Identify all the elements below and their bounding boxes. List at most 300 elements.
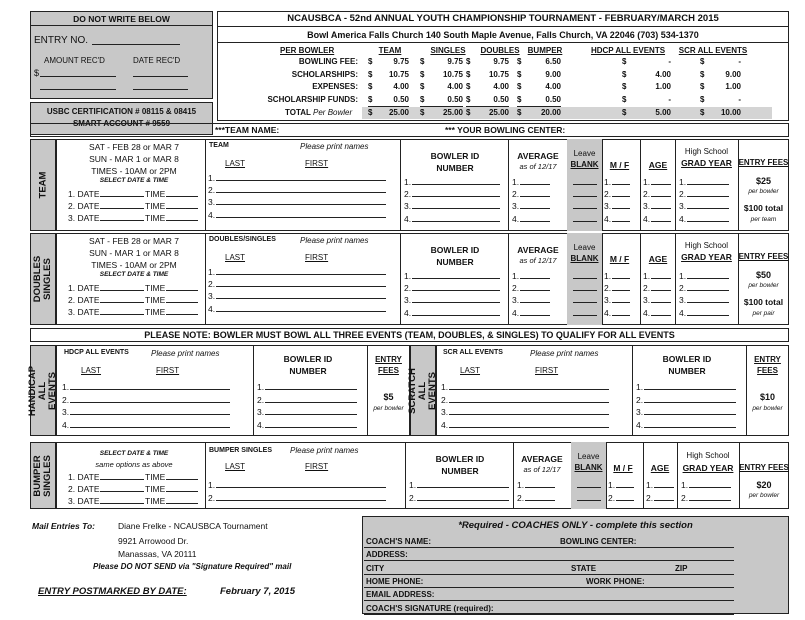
amount-field-2[interactable] [40,81,116,90]
date-field[interactable] [100,212,144,221]
bowler-name-field[interactable] [449,419,609,428]
blank-header: BLANK [570,160,599,169]
age-header: AGE [650,463,670,473]
gender-field[interactable] [612,188,630,197]
gender-field[interactable] [612,176,630,185]
entry-fee-sub: per bowler [748,282,779,289]
entry-fee-total: $100 total [743,203,784,213]
fee-currency-sign: $ [466,69,471,79]
bowler-id-field[interactable] [412,213,500,222]
age-field[interactable] [651,270,671,279]
entry-fee-amount: $5 [383,392,394,402]
section-label: TEAM [209,142,229,149]
total-sublabel: Per Bowler [313,108,353,117]
first-name-header: FIRST [305,159,329,168]
average-field[interactable] [520,282,550,291]
bowler-id-field[interactable] [265,406,357,415]
row-number: 3. [679,201,687,212]
average-header: AVERAGE [521,454,563,464]
leave-blank-field[interactable] [573,294,597,303]
fee-currency-sign: $ [368,82,373,91]
header-box [217,11,789,121]
row-number: 2. [643,283,651,294]
section-label: HDCP ALL EVENTS [64,349,129,356]
date-field[interactable] [100,306,144,315]
gender-field[interactable] [612,294,630,303]
fee-value: 10.75 [488,69,509,79]
bowler-name-field[interactable] [216,196,386,205]
fee-value: 0.50 [447,94,463,104]
venue-address: Bowl America Falls Church 140 South Maple Avenue, Falls Church, VA 22046 (703) 534-1370 [307,30,699,40]
fee-currency-sign: $ [700,57,705,66]
row-number: 4. [441,419,449,430]
average-header: AVERAGE [517,151,559,161]
bowler-id-field[interactable] [265,394,357,403]
row-number: 1. [604,271,612,281]
time-field[interactable] [166,200,198,209]
last-name-header: LAST [81,366,102,375]
row-number: 2. [441,394,449,405]
handicap-side-label: HANDICAP ALL EVENTS [30,345,56,436]
time-field[interactable] [166,282,198,291]
postmark-label: ENTRY POSTMARKED BY DATE: [38,586,187,597]
fee-col-header: SCR ALL EVENTS [678,46,748,55]
row-number: 2. [62,394,70,405]
row-number: 4. [636,419,644,430]
bowler-id-header: BOWLER ID [662,354,712,364]
fee-currency-sign: $ [517,82,522,91]
amount-field[interactable] [40,68,116,77]
print-names-note: Please print names [300,236,369,245]
mail-label: Mail Entries To: [32,521,95,531]
row-number: 2. [636,394,644,405]
age-field[interactable] [654,492,674,501]
fee-total-value: 25.00 [388,108,409,117]
total-currency-sign: $ [517,108,522,117]
row-number: 3. [441,407,449,417]
fee-currency-sign: $ [466,94,471,104]
average-field[interactable] [520,307,550,316]
fee-value: - [668,57,671,66]
team-side-label: TEAM [30,139,56,231]
fee-currency-sign: $ [700,69,705,79]
age-header: AGE [648,254,668,264]
date-row-label: 1. DATE [68,189,100,199]
fee-total-value: 25.00 [442,108,463,117]
leave-blank-field[interactable] [573,176,597,185]
date-recd-field-2[interactable] [133,81,188,90]
entry-fees-header: ENTRY FEES [738,252,789,261]
row-number: 4. [643,307,651,318]
row-number: 1. [404,271,412,281]
entry-fees-header: ENTRY FEES [739,463,789,472]
bowler-name-field[interactable] [216,266,386,275]
date-row-label: 2. DATE [68,295,100,305]
fee-col-header: DOUBLES [480,46,520,55]
section-label: BUMPER SINGLES [209,447,273,454]
date-recd-field[interactable] [133,68,188,77]
state-label: STATE [571,563,597,573]
date-option: TIMES - 10AM or 2PM [91,260,177,270]
currency-sign: $ [34,68,40,78]
row-number: 1. [646,480,654,490]
date-field[interactable] [100,188,144,197]
leave-blank-field[interactable] [573,188,597,197]
time-field[interactable] [166,495,198,504]
fee-value: - [738,57,741,66]
fee-currency-sign: $ [622,94,627,104]
zip-label: ZIP [675,563,688,573]
row-number: 1. [679,271,687,281]
entry-fee-total-sub: per pair [752,310,775,317]
leave-header: Leave [573,149,596,158]
time-field[interactable] [166,212,198,221]
date-field[interactable] [100,471,144,480]
average-field[interactable] [520,294,550,303]
coach-title: *Required - COACHES ONLY - complete this section [458,520,693,531]
select-date-time: SELECT DATE & TIME [99,271,169,278]
bowler-id-field[interactable] [412,188,500,197]
total-label: TOTAL [285,108,311,117]
fee-col-header: HDCP ALL EVENTS [590,46,666,55]
date-option: TIMES - 10AM or 2PM [91,166,177,176]
bowler-name-field[interactable] [216,172,386,181]
row-number: 1. [409,480,417,490]
age-header: AGE [648,160,668,170]
row-number: 3. [257,407,265,417]
age-field[interactable] [651,294,671,303]
fee-row-label: EXPENSES: [312,82,358,91]
row-number: 2. [208,279,216,290]
same-options-note: same options as above [95,460,173,469]
grad-year-field[interactable] [689,492,731,501]
average-field[interactable] [520,200,550,209]
leave-blank-field[interactable] [573,213,597,222]
bowler-name-field[interactable] [216,184,386,193]
hs-header: High School [684,147,729,156]
time-label: TIME [145,295,166,305]
bowler-id-number: NUMBER [436,163,474,173]
row-number: 2. [643,189,651,200]
leave-blank-field[interactable] [573,270,597,279]
date-field[interactable] [100,282,144,291]
row-number: 2. [404,189,412,200]
coach-field[interactable] [364,590,734,601]
bowler-id-field[interactable] [644,419,736,428]
grad-year-field[interactable] [689,479,731,488]
age-field[interactable] [654,479,674,488]
time-label: TIME [145,189,166,199]
row-number: 3. [679,295,687,306]
date-field[interactable] [100,483,144,492]
bowler-id-field[interactable] [412,270,500,279]
fee-value: 9.75 [393,57,409,66]
date-field[interactable] [100,294,144,303]
gender-field[interactable] [612,213,630,222]
first-name-header: FIRST [305,253,329,262]
average-field[interactable] [525,492,555,501]
leave-blank-field[interactable] [573,307,597,316]
grad-year-field[interactable] [687,188,729,197]
entry-fee-sub: per bowler [748,188,779,195]
fee-value: 9.75 [447,57,463,66]
row-number: 4. [643,213,651,224]
cert-text: USBC CERTIFICATION # 08115 & 08415 [46,107,197,116]
bowler-name-field[interactable] [449,394,609,403]
bowler-id-number: NUMBER [289,366,327,376]
grad-year-field[interactable] [687,200,729,209]
row-number: 1. [604,177,612,187]
time-field[interactable] [166,188,198,197]
gender-field[interactable] [616,479,634,488]
average-field[interactable] [520,188,550,197]
bowler-name-field[interactable] [449,381,609,390]
blank-header: BLANK [574,463,603,472]
row-number: 3. [636,407,644,417]
average-field[interactable] [520,176,550,185]
total-currency-sign: $ [368,108,373,117]
fee-value: 4.00 [655,69,671,79]
bowler-id-field[interactable] [644,394,736,403]
date-option: SUN - MAR 1 or MAR 8 [89,248,179,258]
bowler-name-field[interactable] [70,406,230,415]
grad-year-header: GRAD YEAR [681,158,732,168]
notice-text: PLEASE NOTE: BOWLER MUST BOWL ALL THREE EVENTS (TEAM, DOUBLES, & SINGLES) TO QUALIFY FOR ALL EVENTS [144,330,675,340]
average-field[interactable] [520,213,550,222]
fee-currency-sign: $ [700,94,705,104]
bowler-name-field[interactable] [216,290,386,299]
entry-no-label: ENTRY NO. [34,35,89,46]
row-number: 1. [608,480,616,490]
average-field[interactable] [525,479,555,488]
age-field[interactable] [651,200,671,209]
fee-value: 1.00 [725,82,741,91]
address-label: ADDRESS: [366,550,408,560]
bowler-name-field[interactable] [70,381,230,390]
bowler-name-field[interactable] [216,209,386,218]
print-names-note: Please print names [290,446,359,455]
date-field[interactable] [100,495,144,504]
print-names-note: Please print names [300,142,369,151]
entry-fee-sub: per bowler [373,405,404,412]
grad-year-field[interactable] [687,307,729,316]
gender-field[interactable] [612,270,630,279]
bowler-id-field[interactable] [644,381,736,390]
row-number: 2. [681,493,689,503]
bowler-name-field[interactable] [216,479,386,488]
row-number: 1. [643,177,651,187]
row-number: 4. [679,213,687,224]
print-names-note: Please print names [530,349,599,358]
row-number: 4. [512,213,520,224]
gender-field[interactable] [612,307,630,316]
row-number: 4. [404,307,412,318]
total-currency-sign: $ [420,108,425,117]
total-currency-sign: $ [700,108,705,117]
row-number: 1. [643,271,651,281]
fee-col-header: BUMPER [527,46,563,55]
leave-blank-field[interactable] [577,479,601,488]
bowler-id-field[interactable] [265,419,357,428]
time-label: TIME [145,283,166,293]
row-number: 1. [517,480,525,490]
coach-field[interactable] [364,537,734,548]
grad-year-field[interactable] [687,176,729,185]
bowler-name-field[interactable] [70,394,230,403]
bowler-id-header: BOWLER ID [435,454,485,464]
row-number: 1. [636,382,644,392]
entry-no-field[interactable] [92,36,180,45]
last-name-header: LAST [225,159,246,168]
age-field[interactable] [651,188,671,197]
date-row-label: 1. DATE [68,472,100,482]
bowler-id-header: BOWLER ID [430,151,480,161]
mf-header: M / F [613,463,633,473]
grad-year-field[interactable] [687,213,729,222]
bowler-id-number: NUMBER [436,257,474,267]
team-name-label: ***TEAM NAME: [215,125,280,135]
home-phone-label: HOME PHONE: [366,576,424,586]
fee-row-label: SCHOLARSHIPS: [291,69,358,79]
postmark-date: February 7, 2015 [220,586,295,597]
date-option: SAT - FEB 28 or MAR 7 [89,236,179,246]
bowler-id-field[interactable] [412,176,500,185]
gender-field[interactable] [612,282,630,291]
row-number: 4. [404,213,412,224]
fee-currency-sign: $ [420,57,425,66]
first-name-header: FIRST [535,366,559,375]
coach-field[interactable] [364,564,734,575]
fee-value: 4.00 [393,82,409,91]
doubles-side-label: DOUBLES SINGLES [30,233,56,325]
row-number: 2. [512,283,520,294]
leave-blank-field[interactable] [573,200,597,209]
fee-value: - [668,94,671,104]
date-row-label: 3. DATE [68,213,100,223]
gender-field[interactable] [616,492,634,501]
coach-field[interactable] [364,577,734,588]
mf-header: M / F [609,254,630,264]
age-field[interactable] [651,213,671,222]
age-field[interactable] [651,307,671,316]
time-field[interactable] [166,294,198,303]
entry-fee-amount: $20 [756,480,772,490]
fee-value: 9.00 [545,69,561,79]
entry-fee-total-sub: per team [750,216,777,223]
bowler-name-field[interactable] [216,303,386,312]
entry-header: ENTRY [375,355,402,364]
bowler-name-field[interactable] [216,278,386,287]
date-field[interactable] [100,200,144,209]
bowler-id-field[interactable] [265,381,357,390]
bowler-name-field[interactable] [449,406,609,415]
bowler-name-field[interactable] [70,419,230,428]
fee-total-value: 10.00 [720,108,741,117]
mf-header: M / F [609,160,630,170]
age-field[interactable] [651,282,671,291]
row-number: 2. [679,283,687,294]
smart-account: SMART ACCOUNT # 9559 [72,119,171,128]
grad-year-field[interactable] [687,282,729,291]
bowler-id-field[interactable] [644,406,736,415]
bowler-id-field[interactable] [417,479,509,488]
row-number: 1. [679,177,687,187]
coach-field[interactable] [364,550,734,561]
grad-year-field[interactable] [687,294,729,303]
bowler-id-field[interactable] [417,492,509,501]
select-date-time: SELECT DATE & TIME [99,177,169,184]
row-number: 4. [62,419,70,430]
fee-value: 1.00 [655,82,671,91]
gender-field[interactable] [612,200,630,209]
bowler-id-field[interactable] [412,307,500,316]
fee-value: 10.75 [388,69,409,79]
fee-total-value: 5.00 [655,108,671,117]
tournament-title: NCAUSBCA - 52nd ANNUAL YOUTH CHAMPIONSHIP TOURNAMENT - FEBRUARY/MARCH 2015 [287,13,719,24]
row-number: 3. [604,201,612,212]
row-number: 2. [208,185,216,196]
fee-value: - [738,94,741,104]
entry-fee-amount: $10 [759,392,776,402]
row-number: 2. [512,189,520,200]
bowler-id-field[interactable] [412,294,500,303]
grad-year-field[interactable] [687,270,729,279]
row-number: 4. [512,307,520,318]
row-number: 1. [404,177,412,187]
row-number: 1. [512,271,520,281]
time-field[interactable] [166,483,198,492]
first-name-header: FIRST [305,462,329,471]
time-field[interactable] [166,306,198,315]
time-field[interactable] [166,471,198,480]
fee-total-value: 25.00 [488,108,509,117]
fee-currency-sign: $ [622,69,627,79]
leave-blank-field[interactable] [573,282,597,291]
bowler-id-field[interactable] [412,282,500,291]
fee-row-label: BOWLING FEE: [298,57,358,66]
team-name-row [30,123,789,137]
fees-header: FEES [378,366,399,375]
city-label: CITY [366,563,385,573]
hs-header: High School [686,451,730,460]
last-name-header: LAST [225,253,246,262]
fee-currency-sign: $ [700,82,705,91]
row-number: 2. [604,189,612,200]
coach-field[interactable] [364,604,734,615]
row-number: 2. [208,493,216,503]
row-number: 3. [208,197,216,208]
row-number: 1. [512,177,520,187]
leave-blank-field[interactable] [577,492,601,501]
fee-value: 0.50 [493,94,509,104]
bowler-id-field[interactable] [412,200,500,209]
row-number: 3. [512,201,520,212]
fee-currency-sign: $ [517,94,522,104]
fee-value: 0.50 [545,94,561,104]
mail-note: Please DO NOT SEND via "Signature Required" mail [93,562,292,571]
bowler-name-field[interactable] [216,492,386,501]
fee-currency-sign: $ [368,57,373,66]
age-field[interactable] [651,176,671,185]
row-number: 2. [646,493,654,503]
row-number: 3. [643,201,651,212]
leave-header: Leave [573,243,596,252]
row-number: 1. [208,480,216,490]
row-number: 4. [257,419,265,430]
fee-value: 6.50 [545,57,561,66]
average-field[interactable] [520,270,550,279]
select-date-time: SELECT DATE & TIME [99,450,169,457]
